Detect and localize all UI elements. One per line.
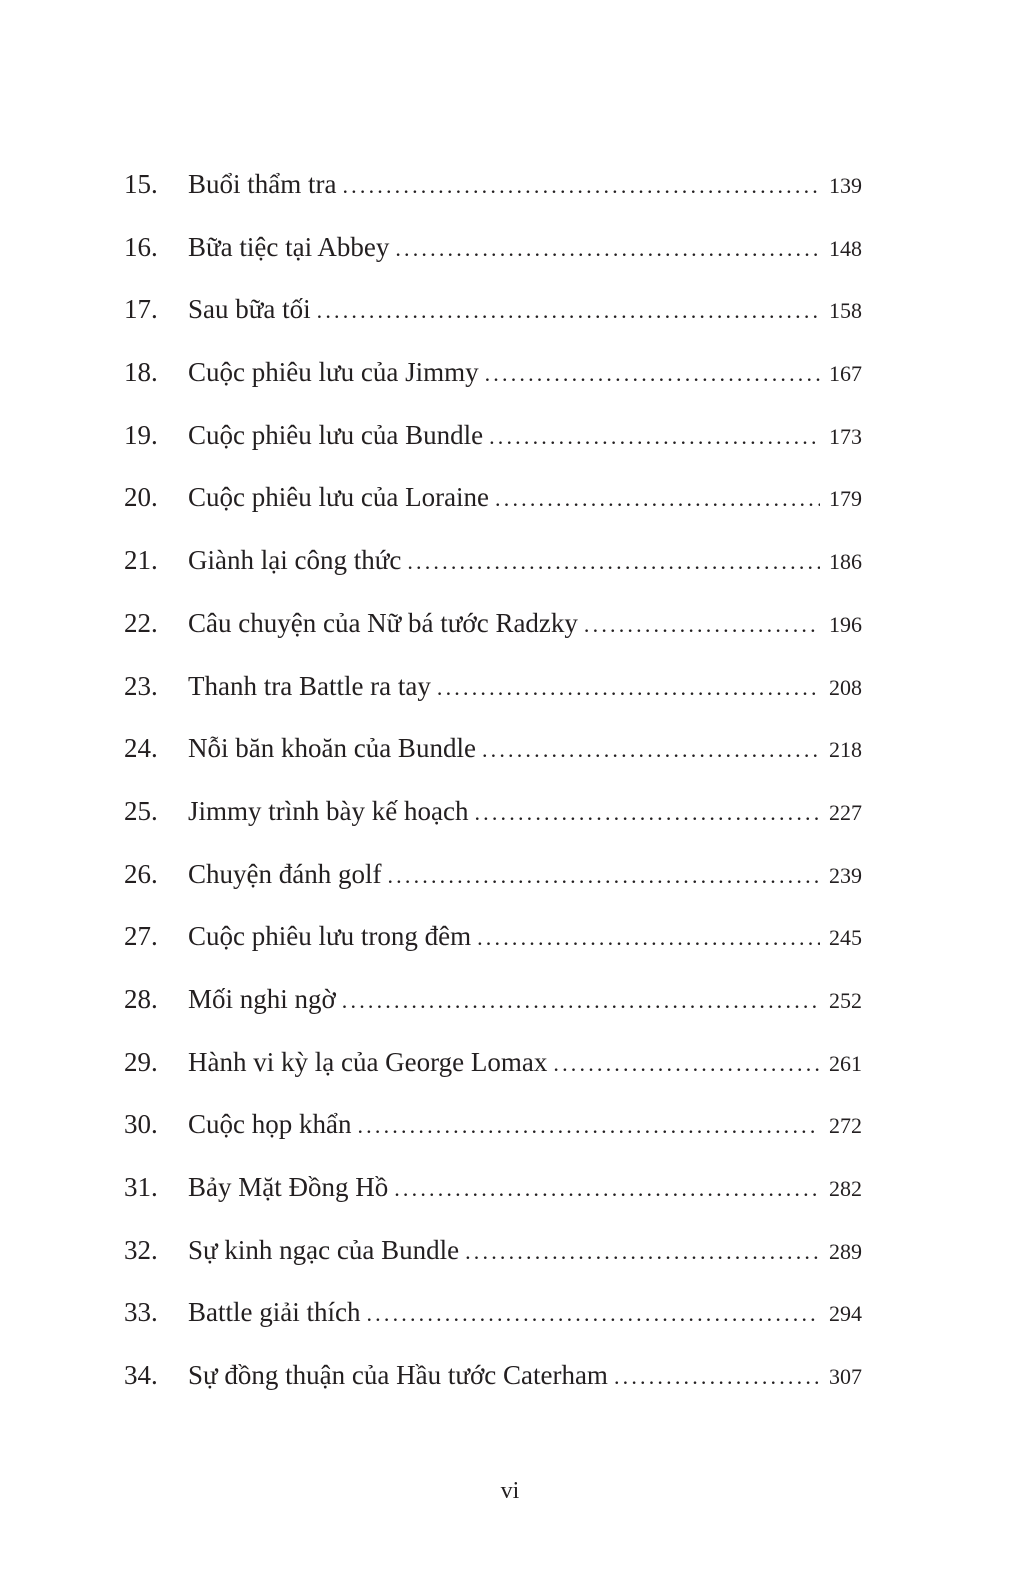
chapter-title: Hành vi kỳ lạ của George Lomax — [188, 1046, 548, 1077]
chapter-number: 20. — [124, 482, 158, 513]
dot-leader — [407, 542, 820, 582]
chapter-title: Giành lại công thức — [188, 545, 402, 576]
chapter-title: Cuộc họp khẩn — [188, 1109, 352, 1140]
toc-entry[interactable] — [124, 666, 862, 729]
chapter-title: Thanh tra Battle ra tay — [188, 670, 431, 701]
chapter-page: 208 — [829, 674, 862, 700]
chapter-title: Chuyện đánh golf — [188, 858, 382, 889]
dot-leader — [477, 918, 820, 958]
chapter-title: Jimmy trình bày kế hoạch — [188, 795, 469, 826]
chapter-number: 33. — [124, 1297, 158, 1328]
chapter-number: 32. — [124, 1234, 158, 1265]
chapter-title: Sau bữa tối — [188, 294, 311, 325]
dot-leader — [394, 1169, 820, 1209]
chapter-page: 139 — [829, 173, 862, 198]
chapter-page: 148 — [829, 235, 862, 261]
chapter-title: Cuộc phiêu lưu trong đêm — [188, 921, 472, 952]
chapter-page: 218 — [829, 737, 862, 763]
chapter-number: 15. — [124, 169, 158, 199]
toc-entry[interactable] — [124, 540, 862, 603]
chapter-page: 186 — [829, 549, 862, 575]
toc-entry[interactable] — [124, 1355, 862, 1418]
dot-leader — [482, 730, 820, 770]
dot-leader — [614, 1357, 820, 1397]
chapter-page: 252 — [829, 987, 862, 1013]
chapter-number: 16. — [124, 231, 158, 262]
toc-entry[interactable] — [124, 415, 862, 478]
chapter-title: Sự đồng thuận của Hầu tước Caterham — [188, 1360, 608, 1391]
chapter-number: 27. — [124, 921, 158, 952]
toc-entry[interactable] — [124, 477, 862, 540]
chapter-page: 282 — [829, 1176, 862, 1201]
chapter-page: 179 — [829, 486, 862, 512]
toc-entry[interactable] — [124, 603, 862, 666]
dot-leader — [387, 856, 820, 896]
chapter-title: Câu chuyện của Nữ bá tước Radzky — [188, 607, 578, 638]
chapter-number: 25. — [124, 795, 158, 826]
dot-leader — [465, 1232, 820, 1272]
dot-leader — [489, 417, 820, 457]
toc-entry[interactable] — [124, 854, 862, 917]
chapter-title: Cuộc phiêu lưu của Bundle — [188, 419, 484, 450]
toc-entry[interactable] — [124, 352, 862, 415]
toc-entry[interactable] — [124, 791, 862, 854]
chapter-page: 307 — [829, 1364, 862, 1390]
chapter-number: 19. — [124, 419, 158, 450]
dot-leader — [495, 479, 820, 519]
toc-entry[interactable] — [124, 289, 862, 352]
dot-leader — [553, 1044, 820, 1084]
chapter-page: 173 — [829, 423, 862, 449]
chapter-title: Battle giải thích — [188, 1297, 361, 1328]
dot-leader — [342, 166, 820, 206]
dot-leader — [317, 291, 820, 331]
chapter-page: 261 — [829, 1050, 862, 1076]
chapter-page: 245 — [829, 925, 862, 951]
toc-entry[interactable] — [124, 916, 862, 979]
toc-entry[interactable] — [124, 1104, 862, 1167]
dot-leader — [474, 793, 820, 833]
toc-entry[interactable] — [124, 1292, 862, 1355]
toc-entry[interactable] — [124, 979, 862, 1042]
toc-entry[interactable] — [124, 227, 862, 290]
chapter-title: Buổi thẩm tra — [188, 169, 337, 199]
chapter-title: Mối nghi ngờ — [188, 983, 336, 1014]
chapter-title: Sự kinh ngạc của Bundle — [188, 1234, 460, 1265]
chapter-number: 21. — [124, 545, 158, 576]
chapter-page: 272 — [829, 1113, 862, 1139]
toc-entry[interactable] — [124, 1167, 862, 1230]
chapter-page: 239 — [829, 862, 862, 888]
chapter-number: 31. — [124, 1172, 158, 1202]
page-number: vi — [500, 1478, 520, 1504]
toc-entry[interactable] — [124, 728, 862, 791]
toc-entry[interactable] — [124, 1230, 862, 1293]
dot-leader — [485, 354, 820, 394]
chapter-number: 34. — [124, 1360, 158, 1391]
dot-leader — [366, 1294, 820, 1334]
chapter-title: Cuộc phiêu lưu của Jimmy — [188, 357, 479, 388]
chapter-number: 26. — [124, 858, 158, 889]
chapter-title: Cuộc phiêu lưu của Loraine — [188, 482, 490, 513]
dot-leader — [584, 605, 820, 645]
chapter-page: 289 — [829, 1238, 862, 1264]
chapter-page: 158 — [829, 298, 862, 324]
chapter-number: 18. — [124, 357, 158, 388]
chapter-page: 294 — [829, 1301, 862, 1327]
chapter-title: Nỗi băn khoăn của Bundle — [188, 733, 476, 764]
chapter-page: 167 — [829, 361, 862, 387]
chapter-page: 196 — [829, 611, 862, 637]
dot-leader — [437, 668, 820, 708]
chapter-page: 227 — [829, 799, 862, 825]
chapter-number: 22. — [124, 607, 158, 638]
toc-entry[interactable] — [124, 164, 862, 227]
chapter-title: Bảy Mặt Đồng Hồ — [188, 1172, 389, 1202]
dot-leader — [357, 1106, 820, 1146]
chapter-number: 30. — [124, 1109, 158, 1140]
dot-leader — [342, 981, 820, 1021]
chapter-number: 24. — [124, 733, 158, 764]
table-of-contents — [124, 164, 862, 1418]
toc-entry[interactable] — [124, 1042, 862, 1105]
chapter-number: 29. — [124, 1046, 158, 1077]
chapter-number: 23. — [124, 670, 158, 701]
chapter-title: Bữa tiệc tại Abbey — [188, 231, 390, 262]
dot-leader — [395, 229, 820, 269]
chapter-number: 17. — [124, 294, 158, 325]
chapter-number: 28. — [124, 983, 158, 1014]
